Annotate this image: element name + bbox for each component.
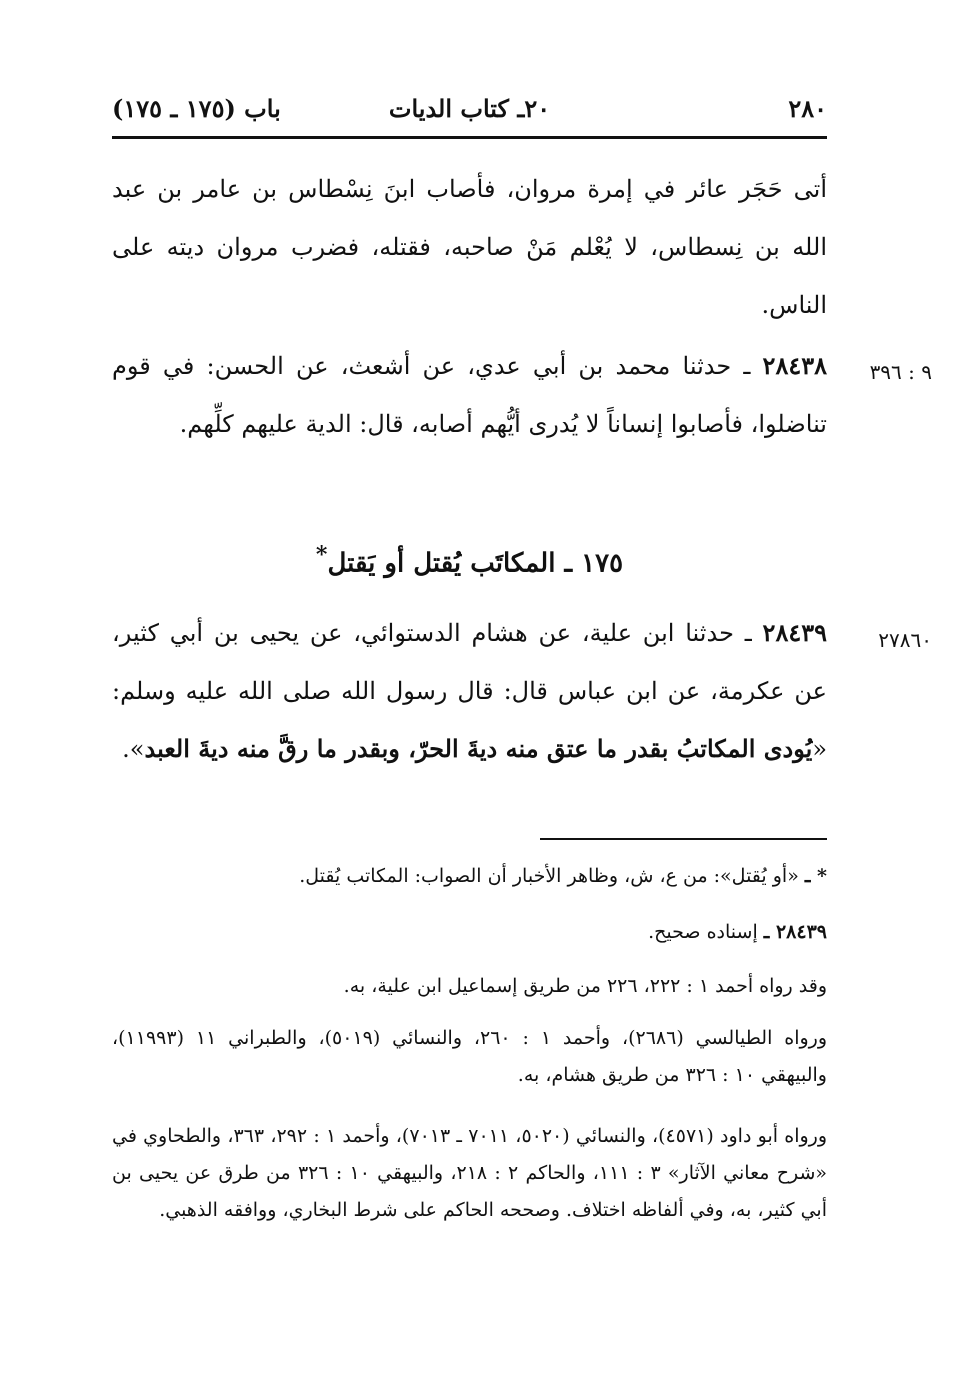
hadith-28439 — [112, 604, 827, 778]
footnote-lead: ٢٨٤٣٩ ـ — [763, 921, 827, 943]
footnote-text: وقد رواه أحمد ١ : ٢٢٢، ٢٢٦ من طريق إسماعيل ابن علية، به. — [343, 975, 827, 997]
footnote-rule — [540, 838, 827, 840]
footnote — [112, 1118, 827, 1229]
chapter-range: باب (١٧٥ ـ ١٧٥) — [112, 94, 281, 123]
margin-reference: ٩ : ٣٩٦ — [869, 360, 932, 384]
section-title-text: ١٧٥ ـ المكاتَب يُقتل أو يَقتل — [327, 548, 624, 579]
hadith-text: ـ حدثنا محمد بن أبي عدي، عن أشعث، عن الحسن: في قوم تناضلوا، فأصابوا إنساناً لا يُدرى أيُّهم أصابه، قال: الدية عليهم كلِّهم. — [112, 352, 827, 438]
hadith-text-end: ». — [122, 735, 145, 763]
hadith-number: ٢٨٤٣٩ — [762, 618, 827, 647]
footnote-text: إسناده صحيح. — [648, 921, 764, 943]
section-heading — [112, 530, 827, 589]
hadith-28438 — [112, 337, 827, 453]
footnote — [112, 858, 827, 895]
footnote-text: ورواه الطيالسي (٢٦٨٦)، وأحمد ١ : ٢٦٠، والنسائي (٥٠١٩)، والطبراني ١١ (١١٩٩٣)، والبيهقي ١٠ : ٣٢٦ من طريق هشام، به. — [112, 1027, 828, 1086]
footnote-lead: * ـ — [804, 865, 827, 887]
margin-reference: ٢٧٨٦٠ — [878, 628, 932, 652]
hadith-quote: يُودى المكاتبُ بقدر ما عتق منه ديةَ الحرّ، وبقدر ما رقَّ منه ديةَ العبد — [144, 734, 813, 763]
footnote-marker: * — [315, 542, 328, 568]
running-header — [112, 88, 827, 132]
footnote — [112, 914, 827, 951]
footnote — [112, 968, 827, 1005]
hadith-number: ٢٨٤٣٨ — [762, 351, 827, 380]
paragraph-continuation — [112, 160, 827, 334]
paragraph-text: أتى حَجَر عائر في إمرة مروان، فأصاب ابنَ نِسْطاس بن عامر بن عبد الله بن نِسطاس، لا يُعْلم مَنْ صاحبه، فقتله، فضرب مروان ديته على الناس. — [112, 175, 827, 319]
header-rule — [112, 136, 827, 139]
page-number: ٢٨٠ — [788, 94, 827, 123]
hadith-text: ـ حدثنا ابن علية، عن هشام الدستوائي، عن يحيى بن أبي كثير، عن عكرمة، عن ابن عباس قال: قال رسول الله صلى الله عليه وسلم: « — [112, 619, 827, 763]
book-title: ٢٠ـ كتاب الديات — [388, 94, 551, 123]
footnote — [112, 1020, 827, 1094]
footnote-text: ورواه أبو داود (٤٥٧١)، والنسائي (٥٠٢٠، ٧٠١١ ـ ٧٠١٣)، وأحمد ١ : ٢٩٢، ٣٦٣، والطحاوي في «شرح معاني الآثار» ٣ : ١١١، والحاكم ٢ : ٢١٨، والبيهقي ١٠ : ٣٢٦ من طرق عن يحيى بن أبي كثير، به، وفي ألفاظه اختلاف. وصححه الحاكم على شرط البخاري، ووافقه الذهبي. — [112, 1125, 828, 1221]
footnote-text: «أو يُقتل»: من ع، ش، وظاهر الأخبار أن الصواب: المكاتب يُقتل. — [299, 865, 805, 887]
